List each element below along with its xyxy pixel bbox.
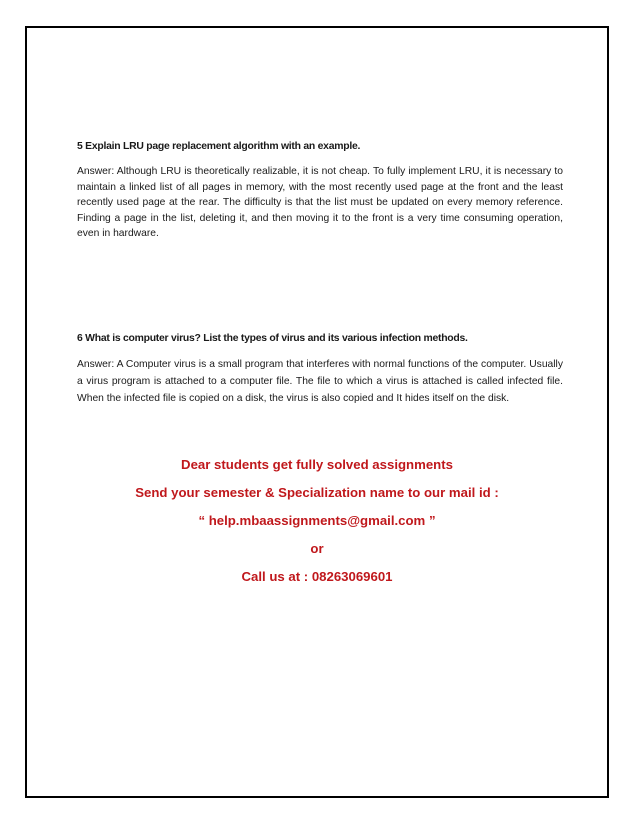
question-5-answer: Answer: Although LRU is theoretically realizable, it is not cheap. To fully implement LRU, it is necessary to maintain a linked list of all pages in memory, with the most recently used page at the front and the least recently used page at the rear. The difficulty is that the list must be updated on every memory reference. Finding a page in the list, deleting it, and then moving it to the front is a very time consuming operation, even in hardware. — [77, 166, 563, 240]
question-6-heading: 6 What is computer virus? List the types of virus and its various infection methods. — [77, 333, 468, 344]
promo-email: “ help.mbaassignments@gmail.com ” — [198, 513, 436, 528]
promo-line-send-details: Send your semester & Specialization name to our mail id : — [135, 485, 499, 500]
promo-or: or — [310, 541, 324, 556]
promo-phone: Call us at : 08263069601 — [241, 569, 393, 584]
promo-line-students: Dear students get fully solved assignments — [181, 457, 453, 472]
question-6-answer: Answer: A Computer virus is a small program that interferes with normal functions of the computer. Usually a virus program is attached to a computer file. The file to which a virus is attached is called infected file. When the infected file is copied on a disk, the virus is also copied and It hides itself on the disk. — [77, 359, 563, 404]
question-5-heading: 5 Explain LRU page replacement algorithm with an example. — [77, 141, 361, 152]
